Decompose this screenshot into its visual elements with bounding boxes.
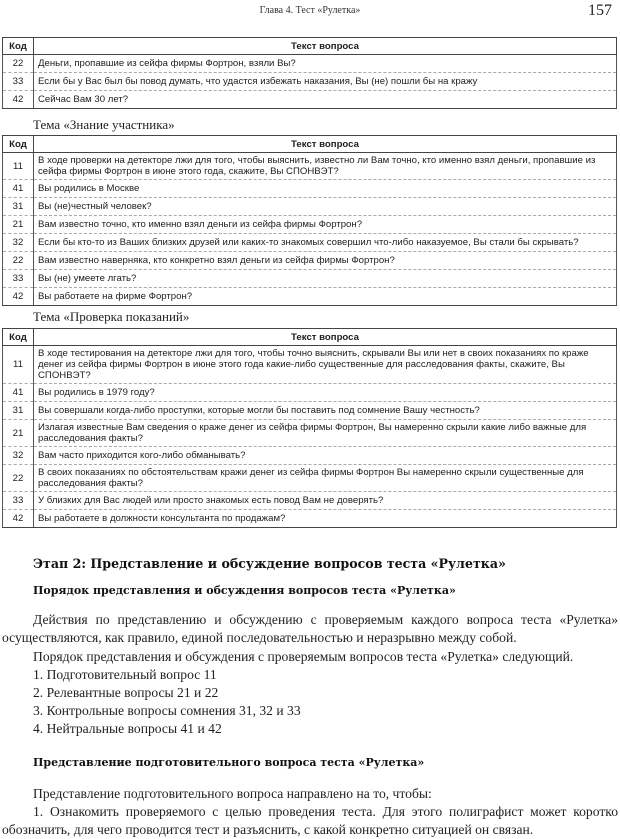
question-code: 32 [3, 447, 34, 465]
column-header-code: Код [3, 136, 34, 153]
table-row [3, 465, 617, 492]
question-table-3 [2, 328, 617, 528]
question-text: Вам часто приходится кого-либо обманывать? [34, 447, 617, 465]
paragraph-prep-intro [2, 785, 618, 803]
question-table-1 [2, 37, 617, 109]
question-code: 33 [3, 270, 34, 288]
question-text: У близких для Вас людей или просто знакомых есть повод Вам не доверять? [34, 492, 617, 510]
table-row [3, 510, 617, 528]
question-text: Вам известно наверняка, кто конкретно взял деньги из сейфа фирмы Фортрон? [34, 252, 617, 270]
running-head: Глава 4. Тест «Рулетка» [259, 5, 361, 16]
topic-title-participant-knowledge: Тема «Знание участника» [33, 117, 175, 132]
column-header-code: Код [3, 329, 34, 346]
order-list-item: 4. Нейтральные вопросы 41 и 42 [33, 721, 222, 736]
table-row [3, 288, 617, 306]
question-code: 22 [3, 465, 34, 492]
stage-heading: Этап 2: Представление и обсуждение вопросов теста «Рулетка» [33, 556, 506, 571]
table-row [3, 234, 617, 252]
paragraph-prep-point-1 [2, 803, 618, 839]
question-text: В ходе проверки на детекторе лжи для того, чтобы выяснить, известно ли Вам точно, кто именно взял деньги, пропавшие из сейфа фирмы Фортрон в июне этого года, скажите, Вы СПОНВЭТ? [34, 153, 617, 180]
column-header-code: Код [3, 38, 34, 55]
table-row [3, 91, 617, 109]
question-text: Вы родились в 1979 году? [34, 384, 617, 402]
order-list-item: 1. Подготовительный вопрос 11 [33, 667, 217, 682]
question-code: 31 [3, 402, 34, 420]
table-row [3, 447, 617, 465]
question-text: Если бы кто-то из Ваших близких друзей или каких-то знакомых совершил что-либо наказуемое, Вы стали бы скрывать? [34, 234, 617, 252]
table-row [3, 73, 617, 91]
table-row [3, 492, 617, 510]
table-row [3, 198, 617, 216]
question-text: Излагая известные Вам сведения о краже денег из сейфа фирмы Фортрон, Вы намеренно скрыли какие либо важные для расследования факты? [34, 420, 617, 447]
question-text: В своих показаниях по обстоятельствам кражи денег из сейфа фирмы Фортрон Вы намеренно скрыли существенные для расследования факты? [34, 465, 617, 492]
question-code: 32 [3, 234, 34, 252]
topic-title-testimony-check: Тема «Проверка показаний» [33, 309, 190, 324]
question-code: 22 [3, 55, 34, 73]
table-row [3, 384, 617, 402]
paragraph-order [2, 648, 618, 666]
question-code: 42 [3, 91, 34, 109]
column-header-text: Текст вопроса [34, 136, 617, 153]
question-text: В ходе тестирования на детекторе лжи для того, чтобы точно выяснить, скрывали Вы или нет в своих показаниях по краже денег из сейфа фирмы Фортрон в июне этого года какие-либо существенные для расследования факты, скажите, Вы СПОНВЭТ? [34, 346, 617, 384]
question-code: 41 [3, 384, 34, 402]
table-row [3, 402, 617, 420]
question-text: Вы совершали когда-либо проступки, которые могли бы поставить под сомнение Вашу честность? [34, 402, 617, 420]
question-code: 22 [3, 252, 34, 270]
table-header-row [3, 136, 617, 153]
column-header-text: Текст вопроса [34, 329, 617, 346]
table-row [3, 346, 617, 384]
table-row [3, 180, 617, 198]
question-text: Вы (не) умеете лгать? [34, 270, 617, 288]
table-header-row [3, 329, 617, 346]
order-list-item: 3. Контрольные вопросы сомнения 31, 32 и 33 [33, 703, 301, 718]
table-row [3, 252, 617, 270]
prep-heading: Представление подготовительного вопроса теста «Рулетка» [33, 756, 425, 769]
question-code: 42 [3, 288, 34, 306]
question-code: 41 [3, 180, 34, 198]
question-text: Сейчас Вам 30 лет? [34, 91, 617, 109]
question-text: Вам известно точно, кто именно взял деньги из сейфа фирмы Фортрон? [34, 216, 617, 234]
table-row [3, 270, 617, 288]
table-row [3, 153, 617, 180]
question-text: Вы родились в Москве [34, 180, 617, 198]
question-code: 33 [3, 73, 34, 91]
column-header-text: Текст вопроса [34, 38, 617, 55]
question-table-2 [2, 135, 617, 306]
order-list-item: 2. Релевантные вопросы 21 и 22 [33, 685, 219, 700]
question-text: Вы работаете в должности консультанта по продажам? [34, 510, 617, 528]
paragraph-actions [2, 611, 618, 647]
question-text: Если бы у Вас был бы повод думать, что удастся избежать наказания, Вы (не) пошли бы на кражу [34, 73, 617, 91]
question-code: 11 [3, 346, 34, 384]
paragraph-text: 1. Ознакомить проверяемого с целью проведения теста. Для этого полиграфист может коротко обозначить, для чего проводится тест и разъяснить, с какой конкретно ситуацией он связан. [2, 804, 618, 837]
question-code: 21 [3, 420, 34, 447]
page-number: 157 [588, 2, 612, 19]
question-code: 31 [3, 198, 34, 216]
question-text: Вы работаете на фирме Фортрон? [34, 288, 617, 306]
table-row [3, 55, 617, 73]
paragraph-text: Представление подготовительного вопроса направлено на то, чтобы: [33, 786, 432, 801]
paragraph-text: Действия по представлению и обсуждению с проверяемым каждого вопроса теста «Рулетка» осуществляются, как правило, единой последовательностью и неразрывно между собой. [2, 612, 618, 645]
question-code: 21 [3, 216, 34, 234]
paragraph-text: Порядок представления и обсуждения с проверяемым вопросов теста «Рулетка» следующий. [33, 649, 574, 664]
table-row [3, 420, 617, 447]
table-header-row [3, 38, 617, 55]
question-text: Вы (не)честный человек? [34, 198, 617, 216]
question-code: 42 [3, 510, 34, 528]
question-text: Деньги, пропавшие из сейфа фирмы Фортрон, взяли Вы? [34, 55, 617, 73]
order-heading: Порядок представления и обсуждения вопросов теста «Рулетка» [33, 584, 456, 597]
question-code: 11 [3, 153, 34, 180]
table-row [3, 216, 617, 234]
question-code: 33 [3, 492, 34, 510]
